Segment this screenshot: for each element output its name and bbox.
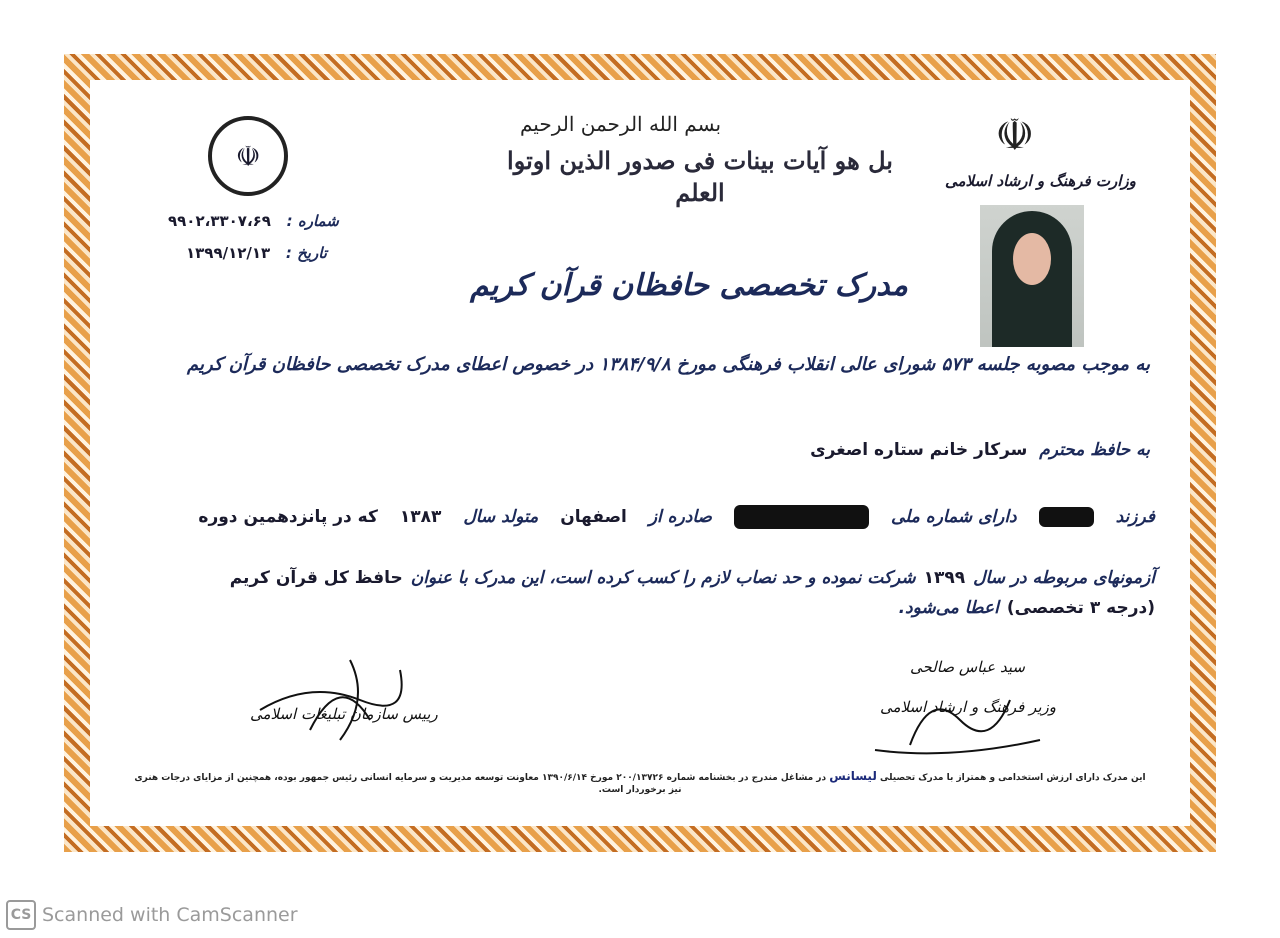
redacted-national-id (734, 505, 869, 529)
redacted-father-name (1039, 507, 1094, 527)
exam-text: آزمونهای مربوطه در سال (973, 568, 1155, 588)
birth-city: اصفهان (560, 507, 627, 527)
recipient-label: به حافظ محترم (1039, 440, 1150, 460)
organization-emblem-icon: ☫ (208, 116, 288, 196)
birth-year: ۱۳۸۳ (399, 507, 442, 527)
camscanner-logo-icon: CS (6, 900, 36, 930)
quran-verse: بل هو آیات بینات فی صدور الذین اوتوا العلم (507, 146, 893, 207)
footer-degree: لیسانس (829, 769, 877, 783)
certificate-number (168, 212, 339, 230)
recipient-photo (980, 205, 1084, 347)
exam-year: ۱۳۹۹ (923, 568, 966, 588)
footer-after: در مشاغل مندرج در بخشنامه شماره ۲۰۰/۱۳۷۲۶ مورخ ۱۳۹۰/۶/۱۴ معاونت توسعه مدیریت و سرمایه انسانی رئیس جمهور بوده، همچنین از مزایای درجات هنری نیز برخوردار است. (134, 773, 827, 795)
footer-before: این مدرک دارای ارزش استخدامی و همتراز با مدرک تحصیلی (879, 773, 1146, 783)
date-label: تاریخ : (285, 244, 327, 262)
child-label: فرزند (1115, 507, 1155, 527)
recipient-name: سرکار خانم ستاره اصغری (810, 440, 1028, 460)
details-line (115, 505, 1155, 529)
iran-emblem-icon: ☫ (995, 110, 1035, 161)
award-line (115, 566, 1155, 620)
date-value: ۱۳۹۹/۱۲/۱۳ (186, 244, 271, 262)
period-text: که در پانزدهمین دوره (198, 507, 378, 527)
preamble: به موجب مصوبه جلسه ۵۷۳ شورای عالی انقلاب فرهنگی مورخ ۱۳۸۴/۹/۸ در خصوص اعطای مدرک تخصصی حافظان قرآن کریم (187, 354, 1150, 375)
id-label: دارای شماره ملی (890, 507, 1017, 527)
number-value: ۹۹۰۲،۳۳۰۷،۶۹ (168, 212, 271, 230)
born-label: متولد سال (463, 507, 539, 527)
number-label: شماره : (286, 212, 339, 230)
award-title: حافظ کل قرآن کریم (229, 568, 403, 588)
left-signature-title: رییس سازمان تبلیغات اسلامی (250, 705, 438, 723)
award-end: اعطا می‌شود. (898, 598, 999, 618)
right-signature-title: وزیر فرهنگ و ارشاد اسلامی (880, 698, 1057, 716)
left-signature-scribble (250, 640, 410, 750)
right-signature-name: سید عباس صالحی (910, 658, 1025, 676)
watermark-text: Scanned with CamScanner (42, 904, 298, 926)
bismillah: بسم الله الرحمن الرحیم (520, 112, 722, 136)
recipient-line (810, 440, 1150, 460)
award-text: شرکت نموده و حد نصاب لازم را کسب کرده است، این مدرک با عنوان (410, 568, 916, 588)
camscanner-watermark (6, 900, 298, 930)
ministry-name: وزارت فرهنگ و ارشاد اسلامی (945, 172, 1136, 190)
footer-note (130, 770, 1150, 796)
left-signature (250, 705, 438, 723)
certificate-date (186, 244, 327, 262)
issued-label: صادره از (648, 507, 712, 527)
certificate-title: مدرک تخصصی حافظان قرآن کریم (470, 268, 908, 303)
award-degree: (درجه ۳ تخصصی) (1006, 598, 1155, 618)
